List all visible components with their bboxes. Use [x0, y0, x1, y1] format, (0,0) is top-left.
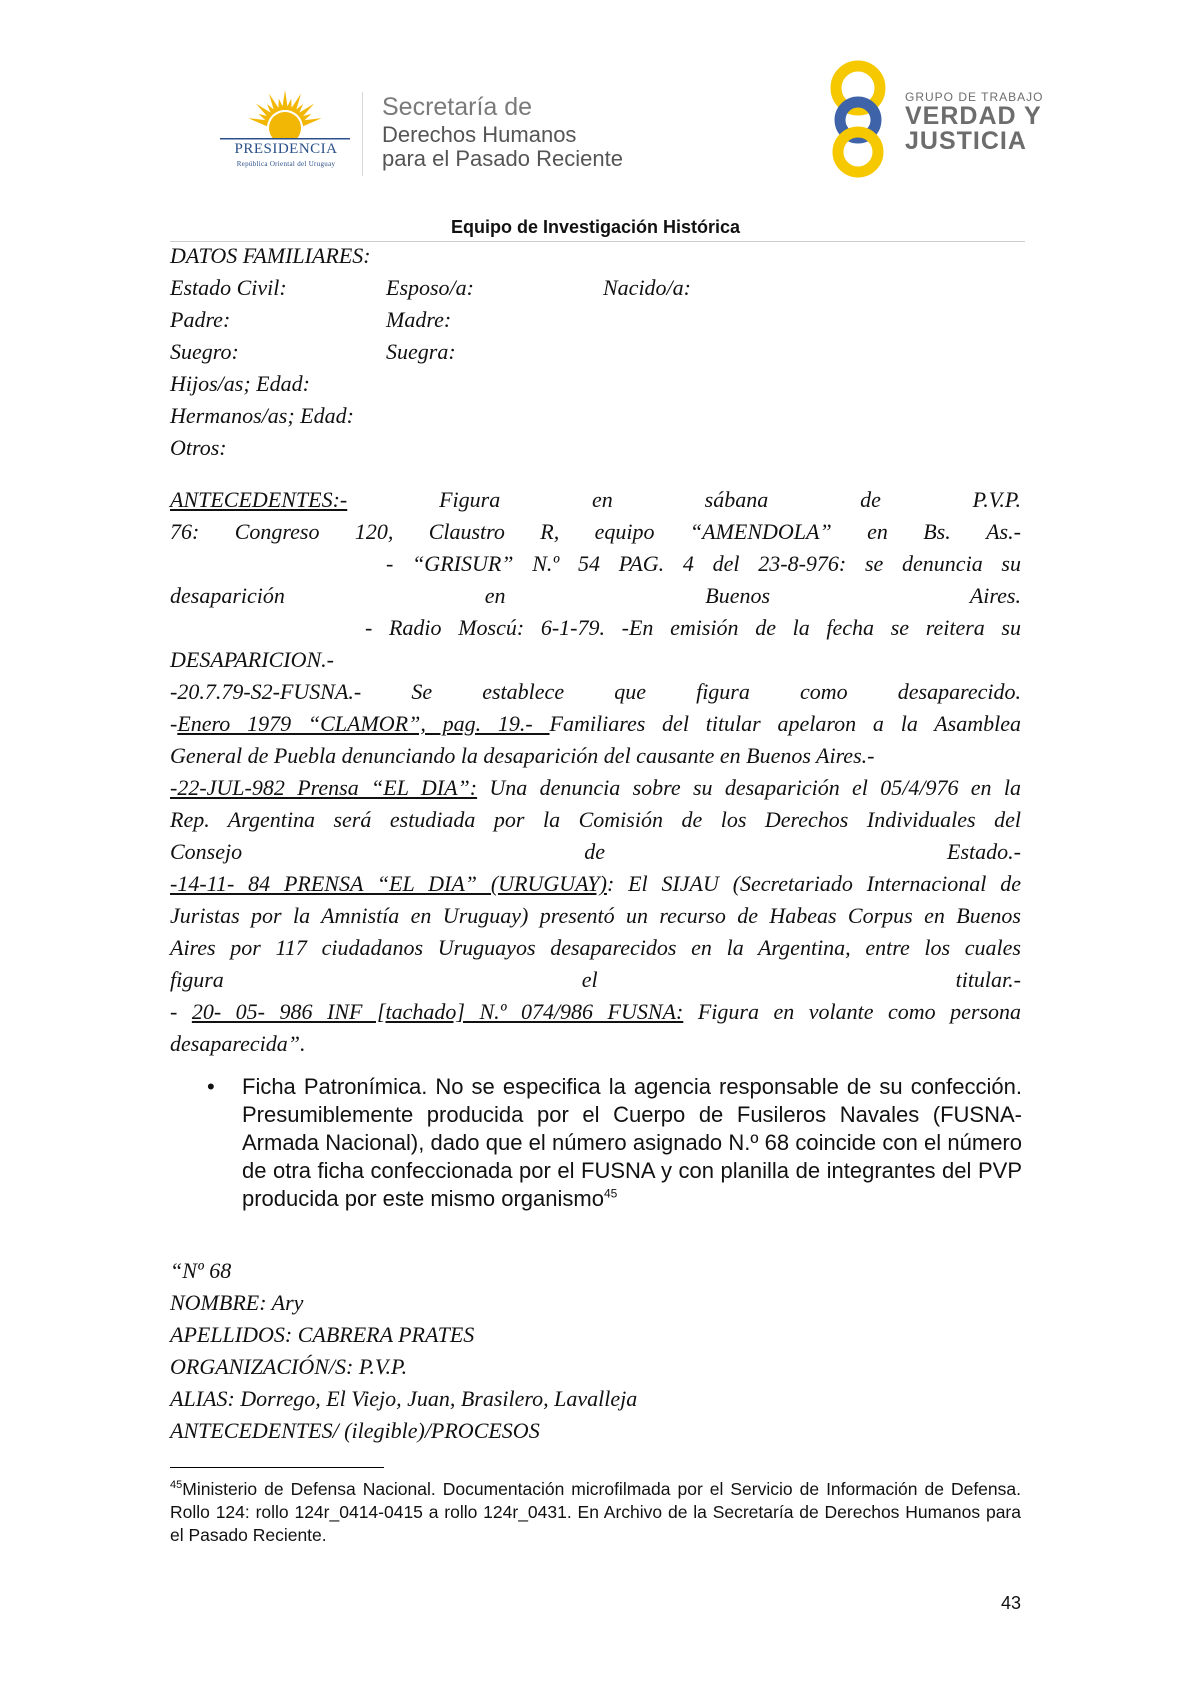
- word: de: [860, 487, 881, 512]
- madre-label: Madre:: [386, 307, 452, 332]
- word: Bs.: [923, 519, 951, 544]
- word: desaparición: [170, 583, 285, 608]
- clamor-reference: Enero 1979 “CLAMOR”, pag. 19.-: [177, 711, 550, 736]
- word: titular.-: [955, 967, 1021, 992]
- suegra-label: Suegra:: [386, 339, 456, 364]
- antecedentes-line-11: Rep. Argentina será estudiada por la Comisión de los Derechos Individuales del: [170, 807, 1021, 832]
- word: Buenos: [705, 583, 771, 608]
- antecedentes-line-7: [170, 679, 1021, 705]
- prefix: -: [170, 999, 192, 1024]
- secretaria-title: [382, 95, 623, 170]
- prefix: -: [170, 711, 178, 736]
- el-dia-1984-reference: -14-11- 84 PRENSA “EL DIA” (URUGUAY): [170, 871, 607, 896]
- word: Estado.-: [947, 839, 1021, 864]
- otros-label: Otros:: [170, 435, 227, 460]
- antecedentes-line-18: desaparecida”.: [170, 1031, 306, 1056]
- word: R,: [540, 519, 560, 544]
- header-rule: [170, 241, 1025, 242]
- padre-label: Padre:: [170, 307, 231, 332]
- el-dia-1982-reference: -22-JUL-982 Prensa “EL DIA”:: [170, 775, 478, 800]
- footnote: [170, 1478, 1021, 1547]
- ficha-apellidos: APELLIDOS: CABRERA PRATES: [170, 1322, 475, 1347]
- footnote-reference: 45: [603, 1186, 618, 1201]
- ficha-antecedentes: ANTECEDENTES/ (ilegible)/PROCESOS: [170, 1418, 540, 1443]
- antecedentes-line-2: [170, 519, 1021, 545]
- word: como: [799, 679, 848, 704]
- antecedentes-line-17: [170, 999, 1021, 1025]
- antecedentes-line-10: [170, 775, 1021, 801]
- grupo-trabajo-text: [905, 90, 1043, 154]
- line-rest: Familiares del titular apelaron a la Asamblea: [549, 711, 1021, 736]
- word: 120,: [354, 519, 394, 544]
- datos-familiares-heading: DATOS FAMILIARES:: [170, 243, 371, 268]
- word: “AMENDOLA”: [689, 519, 832, 544]
- fusna-1986-reference: 20- 05- 986 INF [tachado] N.º 074/986 FUSNA:: [191, 999, 684, 1024]
- word: de: [584, 839, 605, 864]
- team-title: Equipo de Investigación Histórica: [450, 217, 741, 237]
- antecedentes-line-9: General de Puebla denunciando la desaparición del causante en Buenos Aires.-: [170, 743, 875, 768]
- word: 76:: [170, 519, 200, 544]
- grupo-verdad: VERDAD Y: [905, 102, 1042, 130]
- word: Figura: [439, 487, 501, 512]
- antecedentes-line-15: Aires por 117 ciudadanos Uruguayos desaparecidos en la Argentina, entre los cuales: [170, 935, 1021, 960]
- ficha-alias: ALIAS: Dorrego, El Viejo, Juan, Brasilero, Lavalleja: [170, 1386, 638, 1411]
- antecedentes-line-3: - “GRISUR” N.º 54 PAG. 4 del 23-8-976: se denuncia su: [386, 551, 1021, 576]
- word: el: [581, 967, 598, 992]
- word: Congreso: [234, 519, 320, 544]
- word: en: [867, 519, 888, 544]
- ficha-description-paragraph: [242, 1073, 1022, 1213]
- presidencia-subtitle: República Oriental del Uruguay: [236, 160, 336, 168]
- hijos-label: Hijos/as; Edad:: [170, 371, 310, 396]
- presidencia-label: PRESIDENCIA: [234, 141, 338, 157]
- grupo-small-label: GRUPO DE TRABAJO: [905, 90, 1044, 104]
- line-rest: : El SIJAU (Secretariado Internacional de: [606, 871, 1021, 896]
- grupo-justicia: JUSTICIA: [905, 127, 1027, 155]
- word: establece: [482, 679, 565, 704]
- line-rest: Figura en volante como persona: [683, 999, 1022, 1024]
- antecedentes-line-6: DESAPARICION.-: [170, 647, 334, 672]
- ficha-numero: “Nº 68: [170, 1258, 232, 1283]
- word: -20.7.79-S2-FUSNA.-: [170, 679, 362, 704]
- antecedentes-line-16: [170, 967, 1021, 993]
- word: en: [484, 583, 506, 608]
- word: que: [614, 679, 646, 704]
- secretaria-line1: Secretaría de: [382, 93, 533, 121]
- line-rest: Una denuncia sobre su desaparición el 05/4/976 en la: [477, 775, 1021, 800]
- ficha-nombre: NOMBRE: Ary: [170, 1290, 304, 1315]
- ficha-description-text: Ficha Patronímica. No se especifica la agencia responsable de su confección. Presumiblemente producida por el Cuerpo de Fusileros Navales (FUSNA-Armada Nacional), dado que el número asignado N.º 68 coincide con el número de otra ficha confeccionada por el FUSNA y con planilla de integrantes del PVP producida por este mismo organismo: [242, 1074, 1022, 1211]
- antecedentes-line-13: [170, 871, 1021, 897]
- footnote-separator: [170, 1467, 384, 1468]
- antecedentes-line-8: [170, 711, 1021, 737]
- secretaria-line2: Derechos Humanos: [382, 122, 577, 147]
- antecedentes-line-12: [170, 839, 1021, 865]
- word: Se: [411, 679, 433, 704]
- estado-civil-label: Estado Civil:: [170, 275, 287, 300]
- antecedentes-heading: ANTECEDENTES:-: [170, 487, 348, 512]
- antecedentes-line-1: [170, 487, 1021, 513]
- hermanos-label: Hermanos/as; Edad:: [170, 403, 354, 428]
- esposo-label: Esposo/a:: [386, 275, 474, 300]
- verdad-justicia-rings-logo: [818, 58, 918, 178]
- word: desaparecido.: [897, 679, 1021, 704]
- bullet-point: •: [207, 1074, 215, 1099]
- antecedentes-line-4: [170, 583, 1021, 609]
- word: Aires.: [969, 583, 1021, 608]
- word: Consejo: [170, 839, 243, 864]
- page-number: 43: [1001, 1593, 1022, 1613]
- footnote-number: 45: [170, 1479, 183, 1492]
- antecedentes-line-5: - Radio Moscú: 6-1-79. -En emisión de la fecha se reitera su: [365, 615, 1021, 640]
- footnote-text: Ministerio de Defensa Nacional. Documentación microfilmada por el Servicio de Información de Defensa. Rollo 124: rollo 124r_0414-0415 a rollo 124r_0431. En Archivo de la Secretaría de Derechos Humanos para el Pasado Reciente.: [170, 1479, 1021, 1545]
- header-divider: [362, 92, 363, 176]
- word: P.V.P.: [972, 487, 1021, 512]
- secretaria-line3: para el Pasado Reciente: [382, 146, 623, 171]
- antecedentes-line-14: Juristas por la Amnistía en Uruguay) presentó un recurso de Habeas Corpus en Buenos: [170, 903, 1021, 928]
- word: sábana: [704, 487, 769, 512]
- nacido-label: Nacido/a:: [603, 275, 691, 300]
- ficha-organizacion: ORGANIZACIÓN/S: P.V.P.: [170, 1354, 408, 1379]
- word: Claustro: [428, 519, 505, 544]
- word: As.-: [986, 519, 1021, 544]
- word: en: [592, 487, 613, 512]
- word: figura: [170, 967, 224, 992]
- suegro-label: Suegro:: [170, 339, 239, 364]
- word: equipo: [594, 519, 655, 544]
- word: figura: [696, 679, 750, 704]
